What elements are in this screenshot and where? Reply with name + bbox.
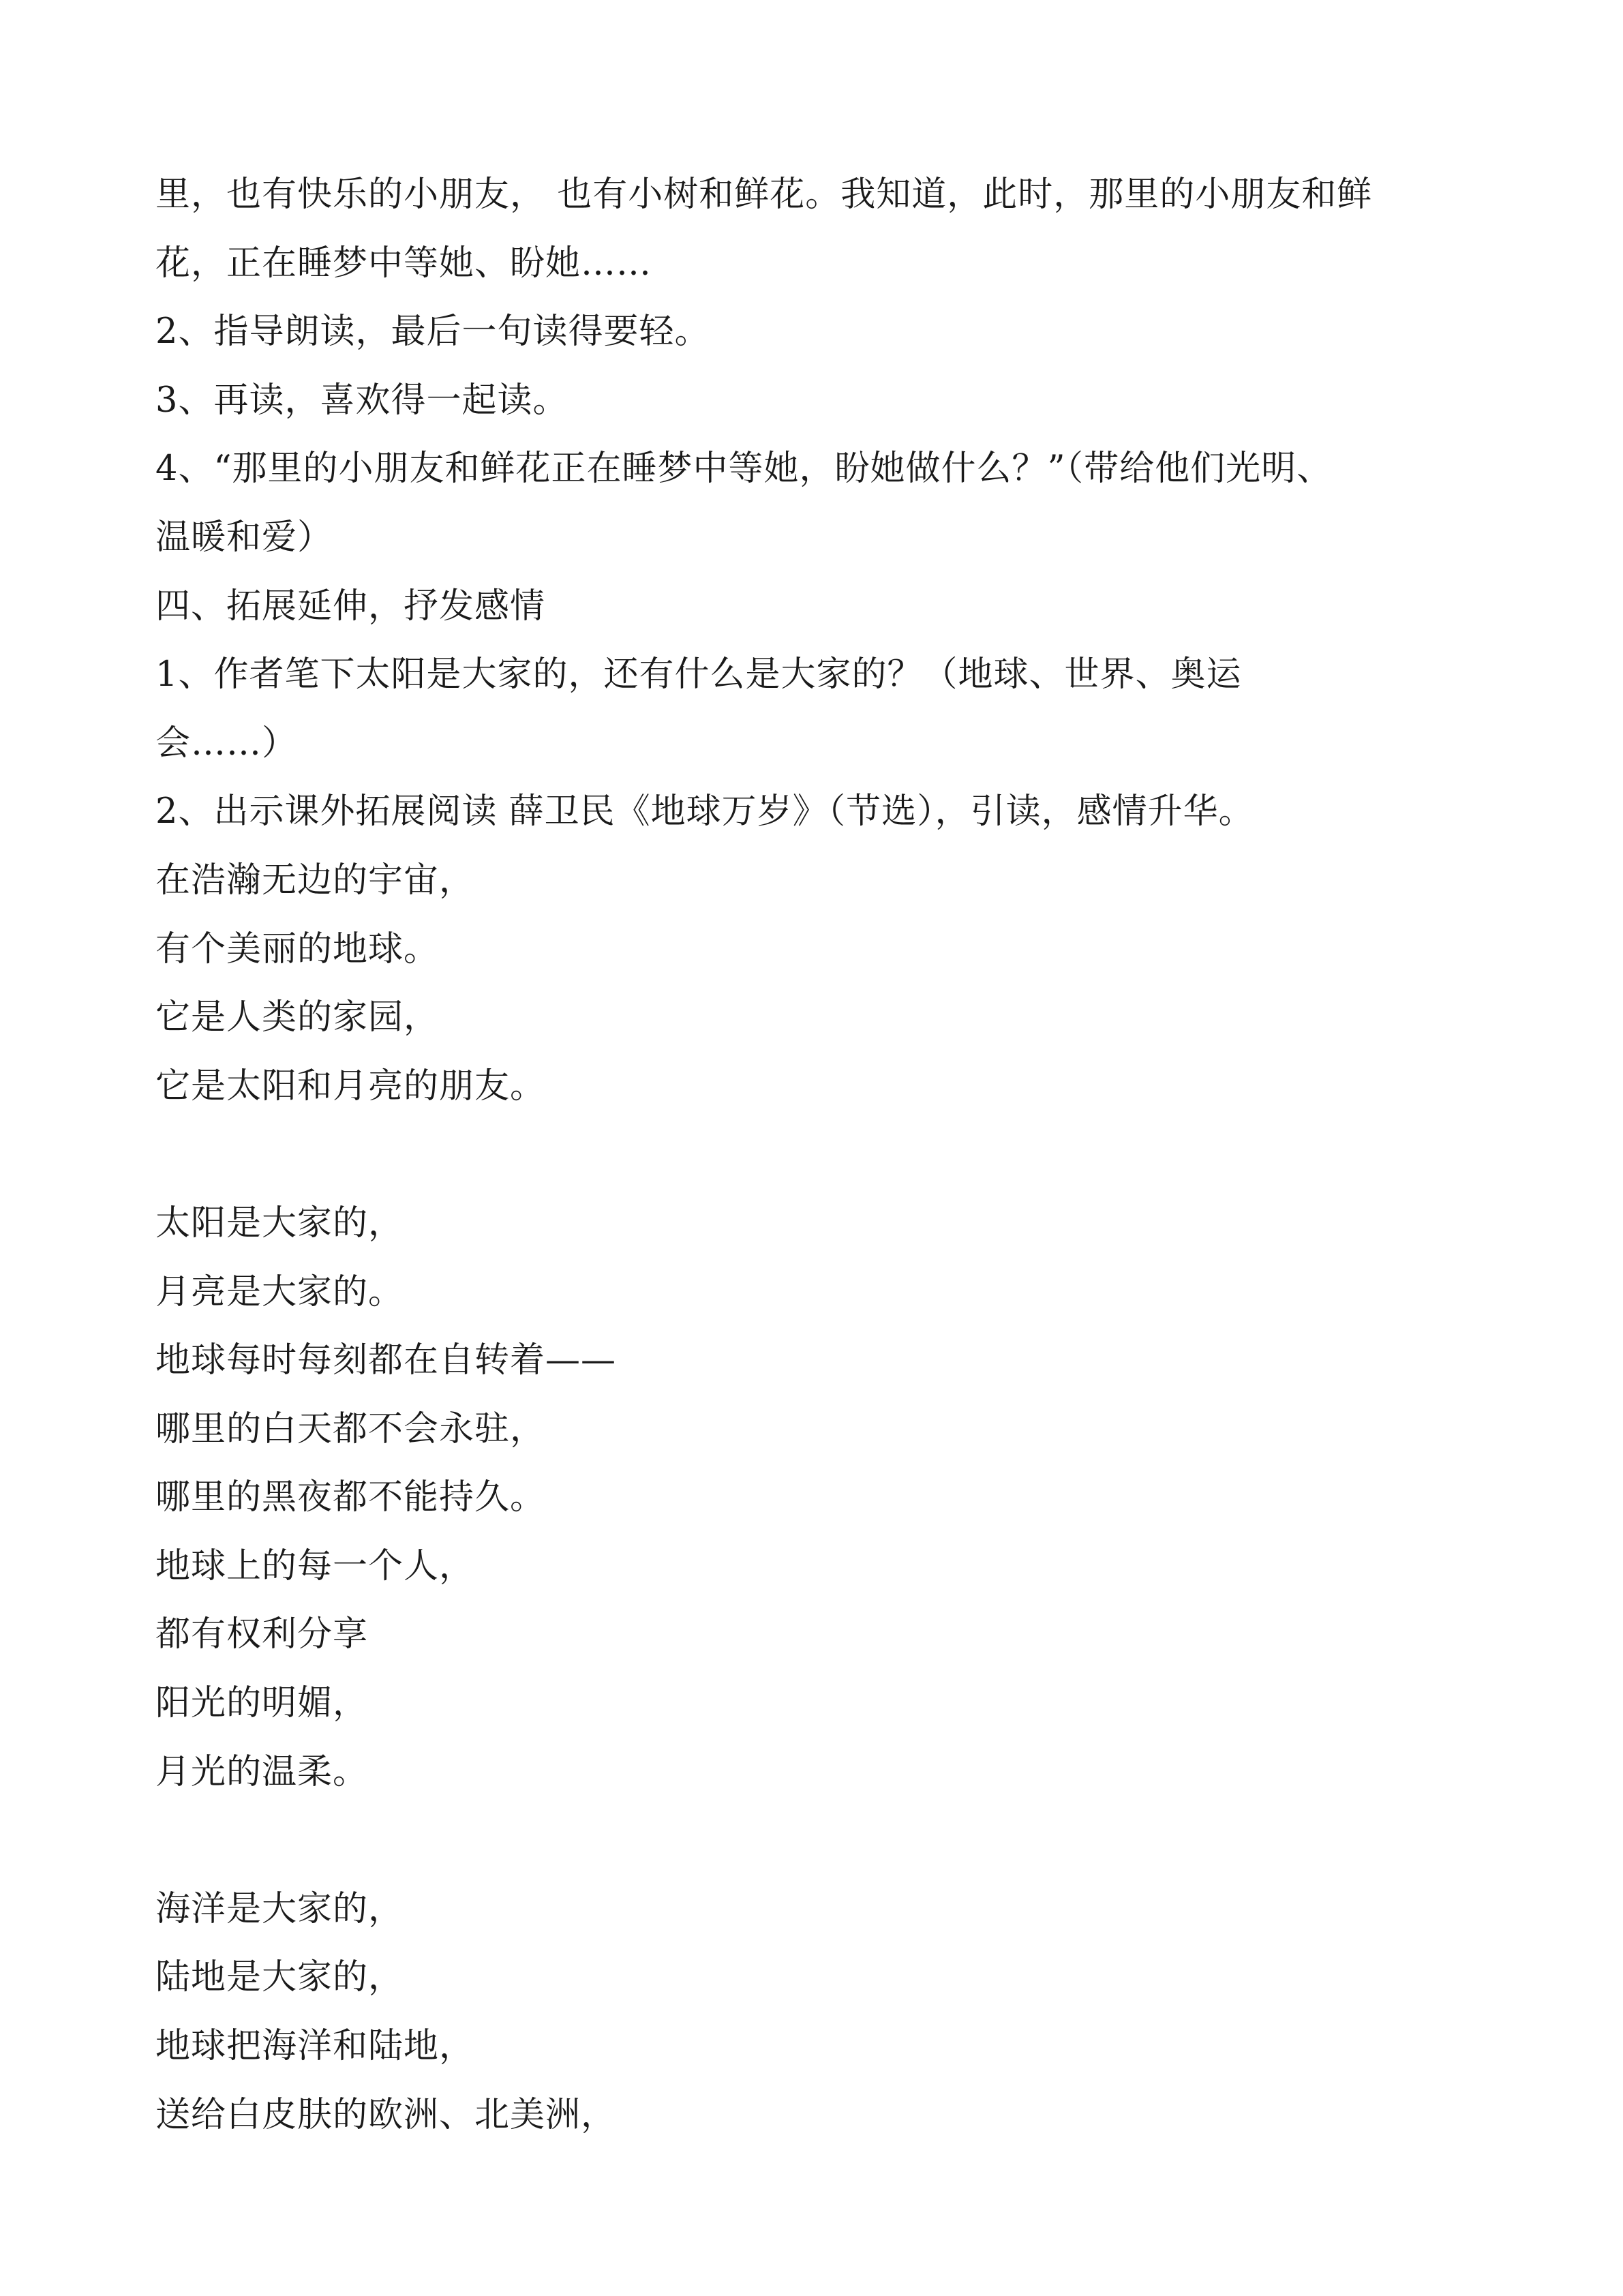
poem-line: 在浩瀚无边的宇宙， [155,860,475,901]
poem-line: 月亮是大家的。 [155,1271,404,1312]
poem-line: 哪里的黑夜都不能持久。 [155,1477,546,1518]
poem-line: 它是太阳和月亮的朋友。 [155,1066,546,1106]
poem-line: 都有权利分享 [155,1614,369,1655]
stanza-break [155,1121,1478,1190]
poem-line: 阳光的明媚， [155,1683,369,1724]
poem-line: 地球把海洋和陆地， [155,2026,475,2067]
poem-line: 送给白皮肤的欧洲、北美洲， [155,2094,617,2135]
poem-line: 有个美丽的地球。 [155,928,440,969]
stanza-break [155,1807,1478,1875]
poem-line: 太阳是大家的， [155,1203,404,1243]
text-line: 会……） [155,723,298,764]
text-line: 2、指导朗读，最后一句读得要轻。 [155,312,710,352]
body-text [155,161,1478,2149]
text-line: 1、作者笔下太阳是大家的，还有什么是大家的？（地球、世界、奥运 [155,654,1242,695]
section-heading: 四、拓展延伸，抒发感情 [155,586,546,626]
text-line: 花，正在睡梦中等她、盼她…… [155,243,652,284]
text-line: 温暖和爱） [155,517,333,558]
poem-line: 陆地是大家的， [155,1957,404,1998]
poem-line: 海洋是大家的， [155,1888,404,1929]
poem-line: 月光的温柔。 [155,1751,369,1792]
text-line: 里，也有快乐的小朋友， 也有小树和鲜花。我知道，此时，那里的小朋友和鲜 [155,175,1373,215]
text-line: 3、再读，喜欢得一起读。 [155,380,568,421]
text-line: 4、“那里的小朋友和鲜花正在睡梦中等她，盼她做什么？”（带给他们光明、 [155,449,1333,489]
poem-line: 它是人类的家园， [155,997,440,1038]
poem-line: 哪里的白天都不会永驻， [155,1408,546,1449]
poem-line: 地球上的每一个人， [155,1545,475,1586]
text-line: 2、出示课外拓展阅读 薛卫民《地球万岁》（节选），引读，感情升华。 [155,791,1254,832]
poem-line: 地球每时每刻都在自转着—— [155,1340,617,1381]
